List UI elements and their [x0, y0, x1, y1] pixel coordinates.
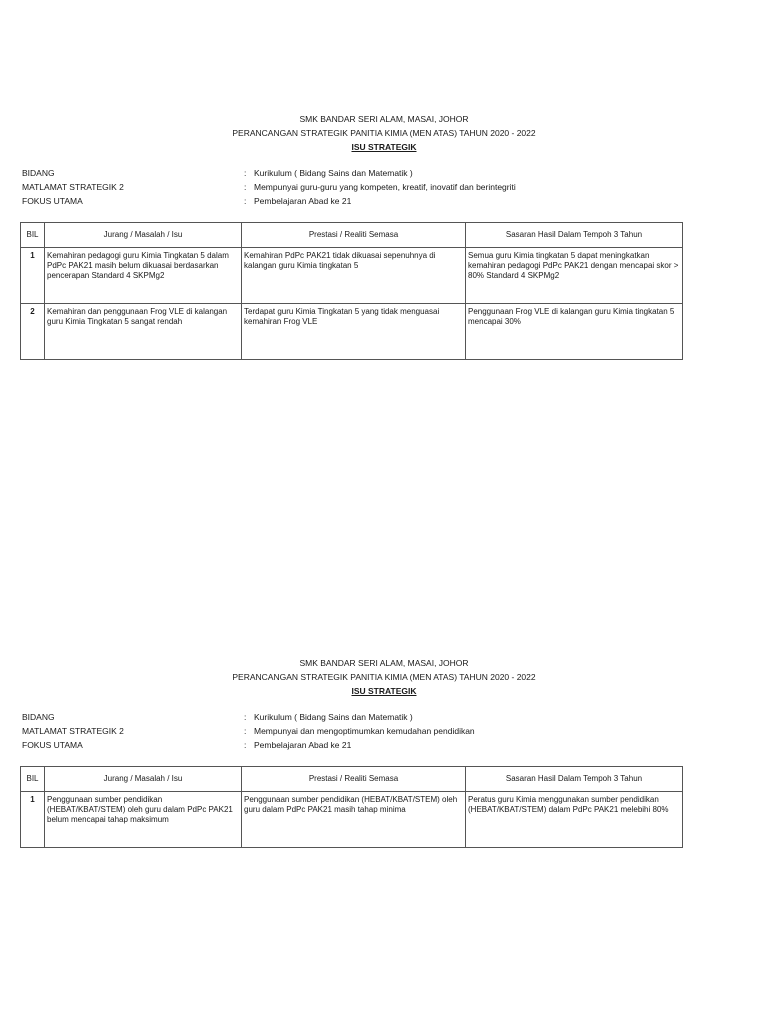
- cell-sasaran: Penggunaan Frog VLE di kalangan guru Kimia tingkatan 5 mencapai 30%: [466, 304, 683, 360]
- meta-colon: :: [244, 196, 247, 206]
- column-header-realiti: Prestasi / Realiti Semasa: [242, 767, 466, 792]
- cell-bil: 1: [21, 792, 45, 848]
- strategic-issue-table: [20, 222, 683, 360]
- document-header: [0, 656, 768, 698]
- meta-value: Mempunyai dan mengoptimumkan kemudahan pendidikan: [254, 726, 475, 736]
- meta-colon: :: [244, 712, 247, 722]
- meta-value: Pembelajaran Abad ke 21: [254, 196, 352, 206]
- column-header-sasaran: Sasaran Hasil Dalam Tempoh 3 Tahun: [466, 767, 683, 792]
- meta-value: Mempunyai guru-guru yang kompeten, kreatif, inovatif dan berintegriti: [254, 182, 516, 192]
- cell-sasaran: Semua guru Kimia tingkatan 5 dapat meningkatkan kemahiran pedagogi PdPc PAK21 dengan mencapai skor > 80% Standard 4 SKPMg2: [466, 248, 683, 304]
- meta-label: FOKUS UTAMA: [22, 196, 83, 206]
- meta-label: BIDANG: [22, 712, 55, 722]
- column-header-isu: Jurang / Masalah / Isu: [45, 767, 242, 792]
- cell-isu: Kemahiran dan penggunaan Frog VLE di kalangan guru Kimia Tingkatan 5 sangat rendah: [45, 304, 242, 360]
- cell-realiti: Penggunaan sumber pendidikan (HEBAT/KBAT/STEM) oleh guru dalam PdPc PAK21 masih tahap minima: [242, 792, 466, 848]
- meta-value: Pembelajaran Abad ke 21: [254, 740, 352, 750]
- meta-colon: :: [244, 726, 247, 736]
- meta-label: FOKUS UTAMA: [22, 740, 83, 750]
- plan-title: PERANCANGAN STRATEGIK PANITIA KIMIA (MEN ATAS) TAHUN 2020 - 2022: [232, 128, 536, 138]
- table-row: [21, 248, 683, 304]
- meta-value: Kurikulum ( Bidang Sains dan Matematik ): [254, 168, 413, 178]
- table-header-row: [21, 767, 683, 792]
- cell-realiti: Kemahiran PdPc PAK21 tidak dikuasai sepenuhnya di kalangan guru Kimia tingkatan 5: [242, 248, 466, 304]
- column-header-isu: Jurang / Masalah / Isu: [45, 223, 242, 248]
- meta-label: MATLAMAT STRATEGIK 2: [22, 182, 124, 192]
- meta-colon: :: [244, 740, 247, 750]
- school-name: SMK BANDAR SERI ALAM, MASAI, JOHOR: [299, 114, 469, 124]
- plan-title: PERANCANGAN STRATEGIK PANITIA KIMIA (MEN ATAS) TAHUN 2020 - 2022: [232, 672, 536, 682]
- cell-isu: Kemahiran pedagogi guru Kimia Tingkatan 5 dalam PdPc PAK21 masih belum dikuasai berdasarkan pencerapan Standard 4 SKPMg2: [45, 248, 242, 304]
- column-header-realiti: Prestasi / Realiti Semasa: [242, 223, 466, 248]
- cell-sasaran: Peratus guru Kimia menggunakan sumber pendidikan (HEBAT/KBAT/STEM) dalam PdPc PAK21 melebihi 80%: [466, 792, 683, 848]
- meta-label: BIDANG: [22, 168, 55, 178]
- meta-colon: :: [244, 168, 247, 178]
- meta-value: Kurikulum ( Bidang Sains dan Matematik ): [254, 712, 413, 722]
- section-title: ISU STRATEGIK: [351, 686, 417, 696]
- table-row: [21, 304, 683, 360]
- table-header-row: [21, 223, 683, 248]
- cell-bil: 2: [21, 304, 45, 360]
- table-row: [21, 792, 683, 848]
- column-header-bil: BIL: [21, 767, 45, 792]
- strategic-issue-table: [20, 766, 683, 848]
- cell-isu: Penggunaan sumber pendidikan (HEBAT/KBAT/STEM) oleh guru dalam PdPc PAK21 belum mencapai tahap maksimum: [45, 792, 242, 848]
- column-header-sasaran: Sasaran Hasil Dalam Tempoh 3 Tahun: [466, 223, 683, 248]
- cell-bil: 1: [21, 248, 45, 304]
- section-title: ISU STRATEGIK: [351, 142, 417, 152]
- school-name: SMK BANDAR SERI ALAM, MASAI, JOHOR: [299, 658, 469, 668]
- column-header-bil: BIL: [21, 223, 45, 248]
- meta-colon: :: [244, 182, 247, 192]
- document-header: [0, 112, 768, 154]
- meta-label: MATLAMAT STRATEGIK 2: [22, 726, 124, 736]
- cell-realiti: Terdapat guru Kimia Tingkatan 5 yang tidak menguasai kemahiran Frog VLE: [242, 304, 466, 360]
